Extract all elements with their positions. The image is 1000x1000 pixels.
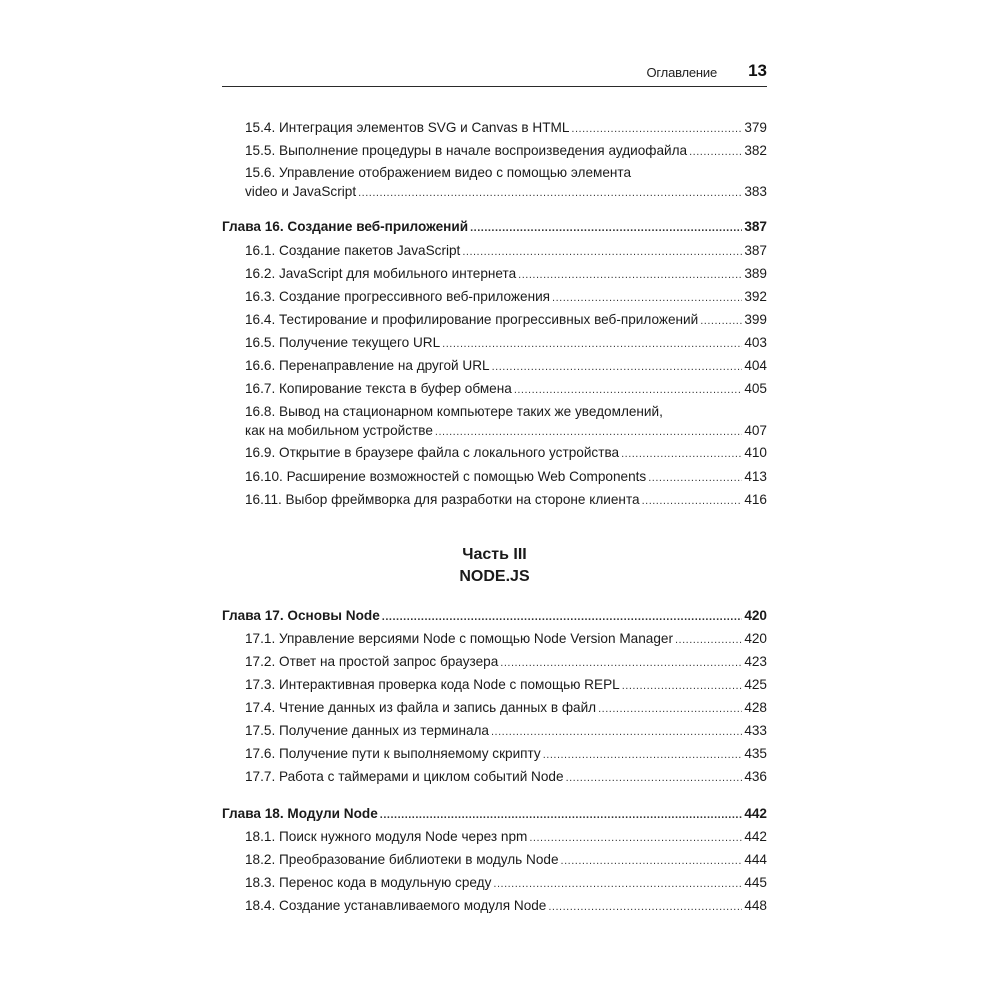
toc-entry-first-line: 16.8. Вывод на стационарном компьютере таких же уведомлений,	[245, 404, 663, 419]
toc-entry	[245, 897, 767, 915]
toc-entry	[245, 745, 767, 763]
toc-entry-page: 413	[744, 469, 767, 484]
toc-entry-label: как на мобильном устройстве	[245, 423, 433, 438]
toc-entry-label: 16.11. Выбор фреймворка для разработки на стороне клиента	[245, 492, 640, 507]
dot-leader	[642, 492, 743, 510]
dot-leader	[380, 806, 743, 824]
toc-entry-page: 442	[744, 829, 767, 844]
toc-entry-page: 379	[744, 120, 767, 135]
toc-entry	[245, 768, 767, 786]
toc-entry-page: 425	[744, 677, 767, 692]
toc-entry	[245, 288, 767, 306]
toc-entry-label: 16.2. JavaScript для мобильного интернета	[245, 266, 517, 281]
running-head-title: Оглавление	[646, 65, 717, 80]
toc-chapter	[222, 805, 767, 823]
dot-leader	[621, 445, 742, 463]
toc-chapter-label: Глава 18. Модули Node	[222, 806, 378, 821]
toc-entry-first-line: 15.6. Управление отображением видео с помощью элемента	[245, 165, 632, 180]
toc-entry-page: 405	[744, 381, 767, 396]
toc-chapter-page: 420	[744, 608, 767, 623]
dot-leader	[492, 358, 743, 376]
toc-entry-label: 18.1. Поиск нужного модуля Node через npm	[245, 829, 528, 844]
toc-entry-label: 16.7. Копирование текста в буфер обмена	[245, 381, 512, 396]
toc-entry-page: 403	[744, 335, 767, 350]
toc-entry-page: 423	[744, 654, 767, 669]
toc-entry-page: 435	[744, 746, 767, 761]
dot-leader	[552, 289, 742, 307]
toc-entry-page: 448	[744, 898, 767, 913]
toc-entry	[245, 183, 767, 201]
toc-chapter	[222, 607, 767, 625]
toc-entry	[245, 653, 767, 671]
toc-entry-label: video и JavaScript	[245, 184, 357, 199]
toc-chapter-label: Глава 16. Создание веб-приложений	[222, 219, 469, 234]
toc-entry-label: 17.4. Чтение данных из файла и запись данных в файл	[245, 700, 597, 715]
part-title: NODE.JS	[459, 568, 530, 585]
toc-entry	[245, 242, 767, 260]
toc-entry	[245, 676, 767, 694]
dot-leader	[358, 184, 742, 202]
toc-entry-label: 16.6. Перенаправление на другой URL	[245, 358, 490, 373]
toc-entry-label: 15.5. Выполнение процедуры в начале воспроизведения аудиофайла	[245, 143, 688, 158]
toc-entry-label: 16.10. Расширение возможностей с помощью Web Components	[245, 469, 647, 484]
toc-entry	[245, 142, 767, 160]
dot-leader	[491, 723, 742, 741]
toc-entry	[245, 357, 767, 375]
toc-entry	[245, 311, 767, 329]
toc-entry-page: 399	[744, 312, 767, 327]
toc-entry-label: 17.2. Ответ на простой запрос браузера	[245, 654, 499, 669]
toc-entry-page: 392	[744, 289, 767, 304]
toc-entry-label: 17.6. Получение пути к выполняемому скрипту	[245, 746, 541, 761]
toc-entry-page: 389	[744, 266, 767, 281]
toc-entry-label: 17.7. Работа с таймерами и циклом событий Node	[245, 769, 564, 784]
dot-leader	[571, 120, 742, 138]
toc-entry	[245, 334, 767, 352]
dot-leader	[518, 266, 742, 284]
toc-entry-page: 410	[744, 445, 767, 460]
toc-entry	[245, 722, 767, 740]
dot-leader	[543, 746, 743, 764]
dot-leader	[561, 852, 743, 870]
toc-entry-label: 16.3. Создание прогрессивного веб-приложения	[245, 289, 551, 304]
dot-leader	[470, 219, 742, 237]
toc-entry-page: 407	[744, 423, 767, 438]
toc-entry-label: 17.3. Интерактивная проверка кода Node с помощью REPL	[245, 677, 620, 692]
dot-leader	[435, 423, 742, 441]
toc-entry-label: 18.4. Создание устанавливаемого модуля Node	[245, 898, 547, 913]
toc-entry-page: 428	[744, 700, 767, 715]
toc-entry-label: 15.4. Интеграция элементов SVG и Canvas в HTML	[245, 120, 570, 135]
toc-entry	[245, 380, 767, 398]
toc-entry-label: 16.4. Тестирование и профилирование прогрессивных веб-приложений	[245, 312, 699, 327]
dot-leader	[500, 654, 742, 672]
dot-leader	[382, 608, 743, 626]
dot-leader	[529, 829, 742, 847]
toc-entry	[245, 491, 767, 509]
toc-chapter-label: Глава 17. Основы Node	[222, 608, 380, 623]
toc-entry	[245, 851, 767, 869]
toc-entry-label: 17.5. Получение данных из терминала	[245, 723, 489, 738]
toc-entry-page: 404	[744, 358, 767, 373]
dot-leader	[598, 700, 742, 718]
dot-leader	[648, 469, 742, 487]
dot-leader	[493, 875, 742, 893]
toc-entry-page: 445	[744, 875, 767, 890]
toc-entry-label: 16.9. Открытие в браузере файла с локального устройства	[245, 445, 620, 460]
toc-entry	[245, 265, 767, 283]
dot-leader	[442, 335, 742, 353]
toc-entry-label: 16.5. Получение текущего URL	[245, 335, 441, 350]
toc-entry-page: 436	[744, 769, 767, 784]
toc-entry	[245, 828, 767, 846]
toc-chapter-page: 387	[744, 219, 767, 234]
toc-entry-page: 444	[744, 852, 767, 867]
toc-chapter-page: 442	[744, 806, 767, 821]
running-head	[222, 58, 767, 87]
dot-leader	[689, 143, 742, 161]
toc-entry-label: 17.1. Управление версиями Node с помощью Node Version Manager	[245, 631, 673, 646]
dot-leader	[675, 631, 742, 649]
toc-entry	[245, 699, 767, 717]
dot-leader	[514, 381, 743, 399]
dot-leader	[700, 312, 742, 330]
dot-leader	[462, 243, 742, 261]
toc-entry-page: 383	[744, 184, 767, 199]
toc-entry-page: 387	[744, 243, 767, 258]
part-number: Часть III	[462, 546, 527, 563]
toc-entry	[245, 119, 767, 137]
toc-entry	[245, 468, 767, 486]
page-number: 13	[748, 61, 767, 80]
toc-entry	[245, 630, 767, 648]
toc-entry-label: 18.3. Перенос кода в модульную среду	[245, 875, 492, 890]
dot-leader	[566, 769, 743, 787]
dot-leader	[622, 677, 743, 695]
toc-entry-page: 416	[744, 492, 767, 507]
toc-entry-page: 433	[744, 723, 767, 738]
toc-entry	[245, 874, 767, 892]
toc-entry-label: 18.2. Преобразование библиотеки в модуль Node	[245, 852, 559, 867]
toc-chapter	[222, 218, 767, 236]
toc-entry	[245, 444, 767, 462]
dot-leader	[548, 898, 742, 916]
toc-entry-page: 382	[744, 143, 767, 158]
toc-entry-page: 420	[744, 631, 767, 646]
toc-entry-label: 16.1. Создание пакетов JavaScript	[245, 243, 461, 258]
toc-entry	[245, 422, 767, 440]
